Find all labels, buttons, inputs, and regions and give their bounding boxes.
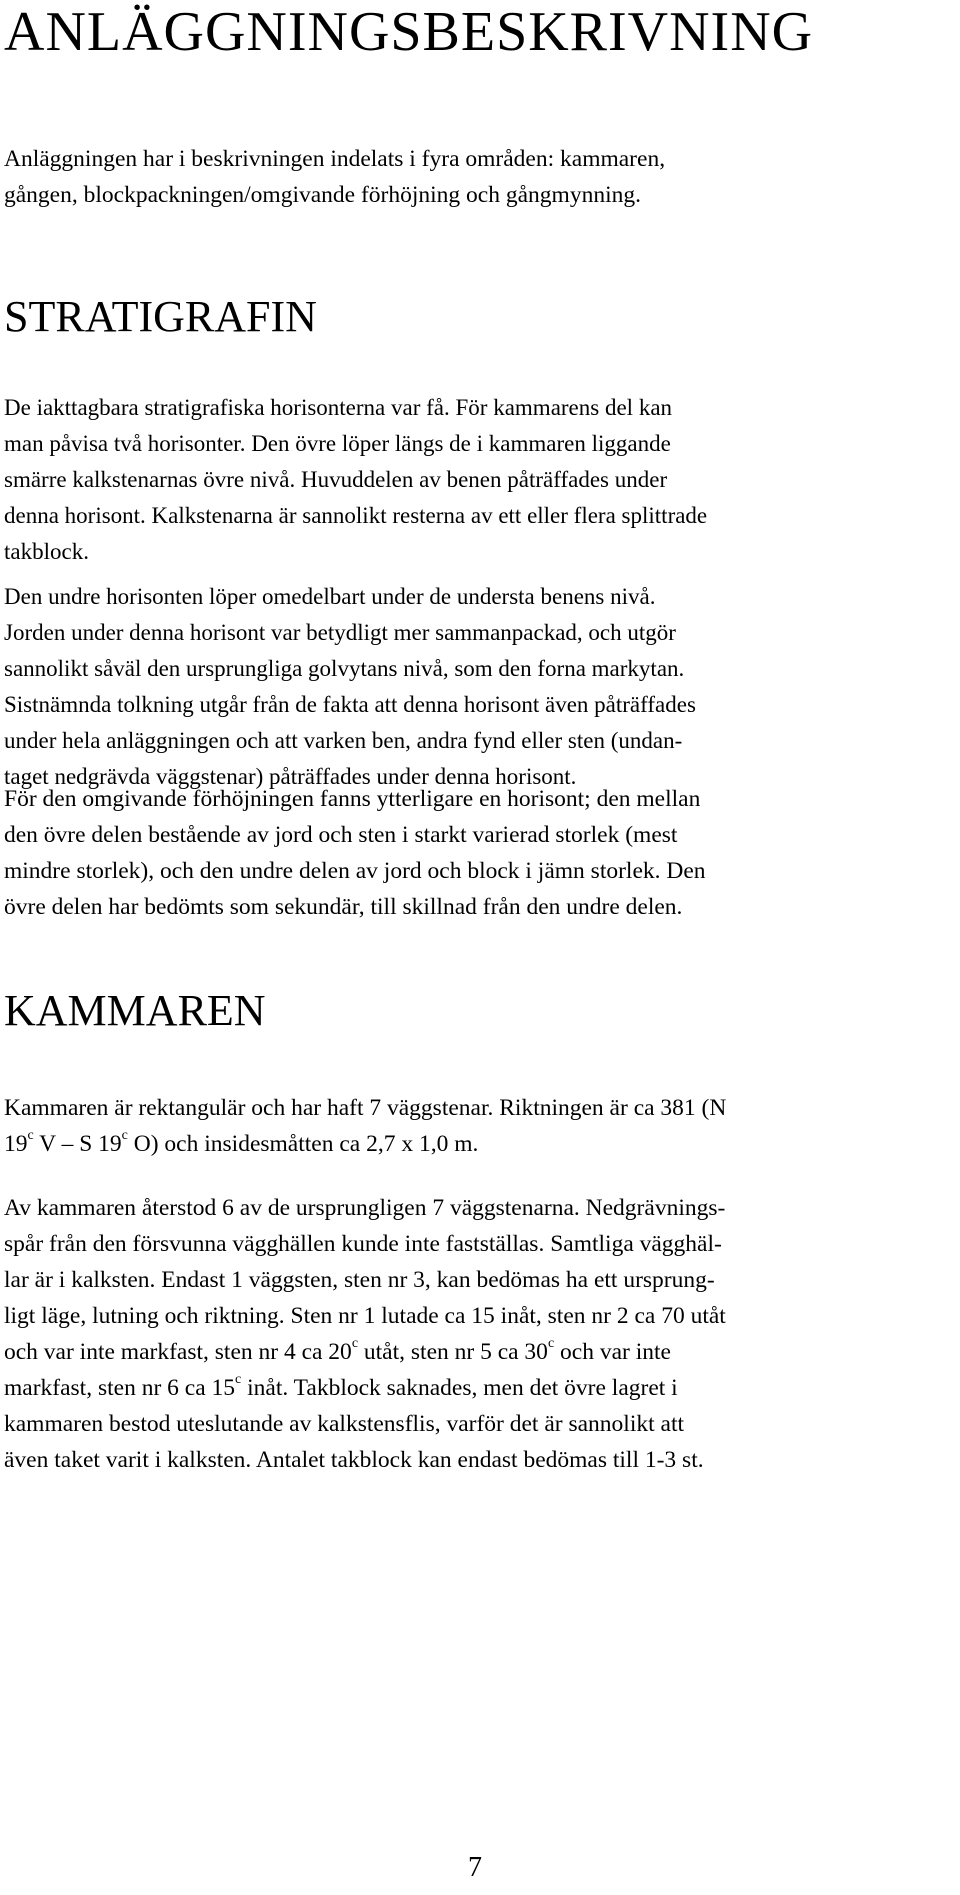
text-line: mindre storlek), och den undre delen av jord och block i jämn storlek. Den [4, 858, 706, 884]
text-line: spår från den försvunna vägghällen kunde inte fastställas. Samtliga vägghäl- [4, 1231, 722, 1257]
superscript: c [235, 1372, 242, 1388]
text-span: 19 [4, 1131, 28, 1157]
text-line: sannolikt såväl den ursprungliga golvytans nivå, som den forna markytan. [4, 656, 685, 681]
text-line: För den omgivande förhöjningen fanns ytterligare en horisont; den mellan [4, 786, 701, 812]
text-line: Jorden under denna horisont var betydligt mer sammanpackad, och utgör [4, 620, 676, 645]
text-line: Den undre horisonten löper omedelbart under de understa benens nivå. [4, 584, 656, 609]
text-span: O) och insidesmåtten ca 2,7 x 1,0 m. [127, 1131, 479, 1157]
text-span: inåt. Takblock saknades, men det övre lagret i [241, 1375, 678, 1401]
text-line: kammaren bestod uteslutande av kalkstensflis, varför det är sannolikt att [4, 1411, 684, 1437]
text-span: och var inte markfast, sten nr 4 ca 20 [4, 1339, 352, 1365]
superscript: c [121, 1128, 128, 1144]
text-line: den övre delen bestående av jord och sten i starkt varierad storlek (mest [4, 822, 678, 848]
text-span: markfast, sten nr 6 ca 15 [4, 1375, 236, 1401]
text-line: Anläggningen har i beskrivningen indelats i fyra områden: kammaren, [4, 146, 666, 172]
text-line: under hela anläggningen och att varken ben, andra fynd eller sten (undan- [4, 728, 683, 753]
text-line [4, 1334, 954, 1370]
kammaren-paragraph-1 [4, 1090, 954, 1162]
text-line: gången, blockpackningen/omgivande förhöjning och gångmynning. [4, 182, 641, 208]
text-line: övre delen har bedömts som sekundär, till skillnad från den undre delen. [4, 894, 683, 920]
section-heading-stratigrafin: STRATIGRAFIN [4, 292, 317, 341]
page-title: ANLÄGGNINGSBESKRIVNING [4, 1, 814, 63]
text-line: Kammaren är rektangulär och har haft 7 väggstenar. Riktningen är ca 381 (N [4, 1095, 727, 1121]
text-line [4, 1126, 954, 1162]
text-line: taget nedgrävda väggstenar) påträffades under denna horisont. [4, 764, 577, 789]
text-line: denna horisont. Kalkstenarna är sannolikt resterna av ett eller flera splittrade [4, 503, 708, 528]
intro-paragraph [4, 141, 954, 213]
text-line: takblock. [4, 539, 89, 564]
text-line: även taket varit i kalksten. Antalet takblock kan endast bedömas till 1-3 st. [4, 1447, 704, 1473]
text-line: smärre kalkstenarnas övre nivå. Huvuddelen av benen påträffades under [4, 467, 668, 492]
page-number: 7 [468, 1852, 482, 1883]
section-heading-kammaren: KAMMAREN [4, 986, 266, 1035]
text-line: De iakttagbara stratigrafiska horisonterna var få. För kammarens del kan [4, 395, 673, 420]
text-line: man påvisa två horisonter. Den övre löper längs de i kammaren liggande [4, 431, 671, 456]
stratigrafin-paragraph-1 [4, 390, 954, 570]
text-line: lar är i kalksten. Endast 1 väggsten, sten nr 3, kan bedömas ha ett ursprung- [4, 1267, 715, 1293]
superscript: c [27, 1128, 34, 1144]
text-span: och var inte [554, 1339, 671, 1365]
text-line: ligt läge, lutning och riktning. Sten nr 1 lutade ca 15 inåt, sten nr 2 ca 70 utåt [4, 1303, 726, 1329]
text-span: utåt, sten nr 5 ca 30 [358, 1339, 548, 1365]
text-line: Sistnämnda tolkning utgår från de fakta att denna horisont även påträffades [4, 692, 696, 717]
superscript: c [547, 1336, 555, 1352]
text-line [4, 1370, 954, 1406]
stratigrafin-paragraph-3 [4, 781, 954, 925]
superscript: c [351, 1336, 359, 1352]
text-span: V – S 19 [33, 1131, 122, 1157]
stratigrafin-paragraph-2 [4, 579, 954, 795]
kammaren-paragraph-2 [4, 1190, 954, 1478]
text-line: Av kammaren återstod 6 av de ursprungligen 7 väggstenarna. Nedgrävnings- [4, 1195, 726, 1221]
